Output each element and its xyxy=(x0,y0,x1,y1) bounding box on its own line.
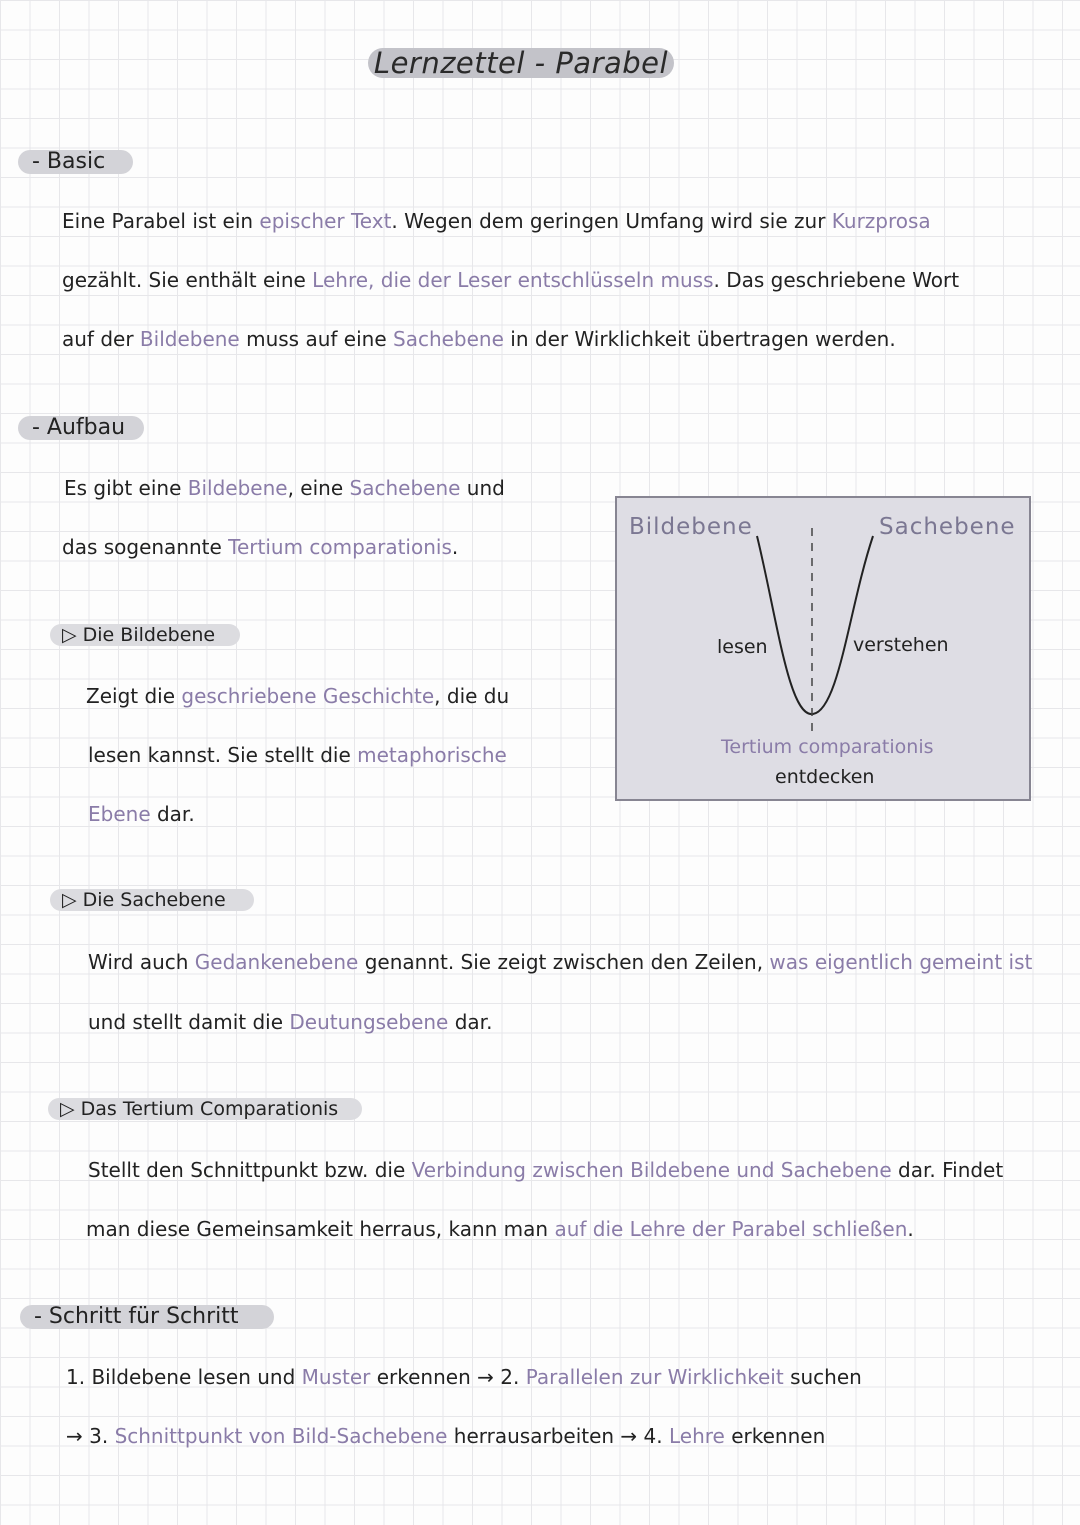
diagram-label-tertium: Tertium comparationis xyxy=(721,736,934,758)
text-run: → 3. xyxy=(66,1424,115,1448)
section-basic-heading: - Basic xyxy=(18,150,133,174)
page-title: Lernzettel - Parabel xyxy=(368,48,674,78)
highlighted-term: metaphorische xyxy=(357,743,507,767)
text-run: das sogenannte xyxy=(62,535,229,559)
section-schritt-heading: - Schritt für Schritt xyxy=(20,1305,274,1329)
tertium-line-1 xyxy=(88,1156,1003,1184)
text-run: , die du xyxy=(434,684,510,708)
text-run: lesen kannst. Sie stellt die xyxy=(88,743,358,767)
text-run: muss auf eine xyxy=(239,327,393,351)
bildebene-line-1 xyxy=(86,682,509,710)
text-run: . xyxy=(451,535,459,559)
diagram-label-entdecken: entdecken xyxy=(775,766,875,788)
diagram-label-bildebene: Bildebene xyxy=(629,514,753,540)
text-run: suchen xyxy=(783,1365,862,1389)
text-run: Zeigt die xyxy=(86,684,182,708)
sachebene-line-1 xyxy=(88,948,1032,976)
highlighted-term: Schnittpunkt von Bild-Sachebene xyxy=(114,1424,448,1448)
highlighted-term: auf die Lehre der Parabel schließen xyxy=(554,1217,908,1241)
text-run: erkennen → 2. xyxy=(370,1365,526,1389)
highlighted-term: Verbindung zwischen Bildebene und Sachebene xyxy=(411,1158,892,1182)
text-run: Wird auch xyxy=(88,950,195,974)
section-aufbau-heading: - Aufbau xyxy=(18,416,144,440)
highlighted-term: Gedankenebene xyxy=(194,950,359,974)
text-run: dar. Findet xyxy=(891,1158,1004,1182)
highlighted-term: Lehre xyxy=(669,1424,725,1448)
highlighted-term: Parallelen zur Wirklichkeit xyxy=(525,1365,784,1389)
highlighted-term: geschriebene Geschichte xyxy=(181,684,435,708)
bildebene-line-3 xyxy=(88,800,195,828)
highlighted-term: Lehre, die der Leser entschlüsseln muss xyxy=(312,268,714,292)
text-run: in der Wirklichkeit übertragen werden. xyxy=(503,327,896,351)
schritt-line-1 xyxy=(66,1363,862,1391)
text-run: herrausarbeiten → 4. xyxy=(447,1424,669,1448)
subsection-bildebene-heading: ▷ Die Bildebene xyxy=(50,624,240,646)
text-run: auf der xyxy=(62,327,140,351)
schritt-line-2 xyxy=(66,1422,825,1450)
text-run: dar. xyxy=(150,802,195,826)
parabel-diagram xyxy=(615,496,1031,801)
diagram-label-lesen: lesen xyxy=(717,636,768,658)
text-run: . Das geschriebene Wort xyxy=(713,268,960,292)
basic-line-3 xyxy=(62,325,896,353)
highlighted-term: Bildebene xyxy=(139,327,240,351)
highlighted-term: Bildebene xyxy=(187,476,288,500)
parabola-curve xyxy=(757,536,873,714)
diagram-label-sachebene: Sachebene xyxy=(879,514,1016,540)
subsection-sachebene-heading: ▷ Die Sachebene xyxy=(50,889,254,911)
highlighted-term: Deutungsebene xyxy=(289,1010,449,1034)
text-run: , eine xyxy=(287,476,350,500)
aufbau-line-1 xyxy=(64,474,505,502)
basic-line-2 xyxy=(62,266,959,294)
highlighted-term: was eigentlich gemeint ist xyxy=(769,950,1033,974)
highlighted-term: Muster xyxy=(301,1365,371,1389)
text-run: und stellt damit die xyxy=(88,1010,290,1034)
text-run: genannt. Sie zeigt zwischen den Zeilen, xyxy=(358,950,770,974)
highlighted-term: Sachebene xyxy=(393,327,504,351)
text-run: man diese Gemeinsamkeit herraus, kann man xyxy=(86,1217,555,1241)
diagram-label-verstehen: verstehen xyxy=(853,634,949,656)
tertium-line-2 xyxy=(86,1215,914,1243)
text-run: Stellt den Schnittpunkt bzw. die xyxy=(88,1158,412,1182)
highlighted-term: Sachebene xyxy=(349,476,461,500)
highlighted-term: Kurzprosa xyxy=(831,209,931,233)
text-run: 1. Bildebene lesen und xyxy=(66,1365,302,1389)
text-run: Eine Parabel ist ein xyxy=(62,209,260,233)
highlighted-term: Ebene xyxy=(88,802,151,826)
highlighted-term: Tertium comparationis xyxy=(228,535,452,559)
text-run: Es gibt eine xyxy=(64,476,188,500)
highlighted-term: epischer Text xyxy=(259,209,392,233)
bildebene-line-2 xyxy=(88,741,507,769)
basic-line-1 xyxy=(62,207,931,235)
text-run: . xyxy=(907,1217,914,1241)
text-run: gezählt. Sie enthält eine xyxy=(62,268,313,292)
sachebene-line-2 xyxy=(88,1008,492,1036)
aufbau-line-2 xyxy=(62,533,458,561)
text-run: und xyxy=(460,476,505,500)
text-run: erkennen xyxy=(724,1424,826,1448)
text-run: dar. xyxy=(448,1010,493,1034)
text-run: . Wegen dem geringen Umfang wird sie zur xyxy=(391,209,832,233)
subsection-tertium-heading: ▷ Das Tertium Comparationis xyxy=(48,1098,362,1120)
